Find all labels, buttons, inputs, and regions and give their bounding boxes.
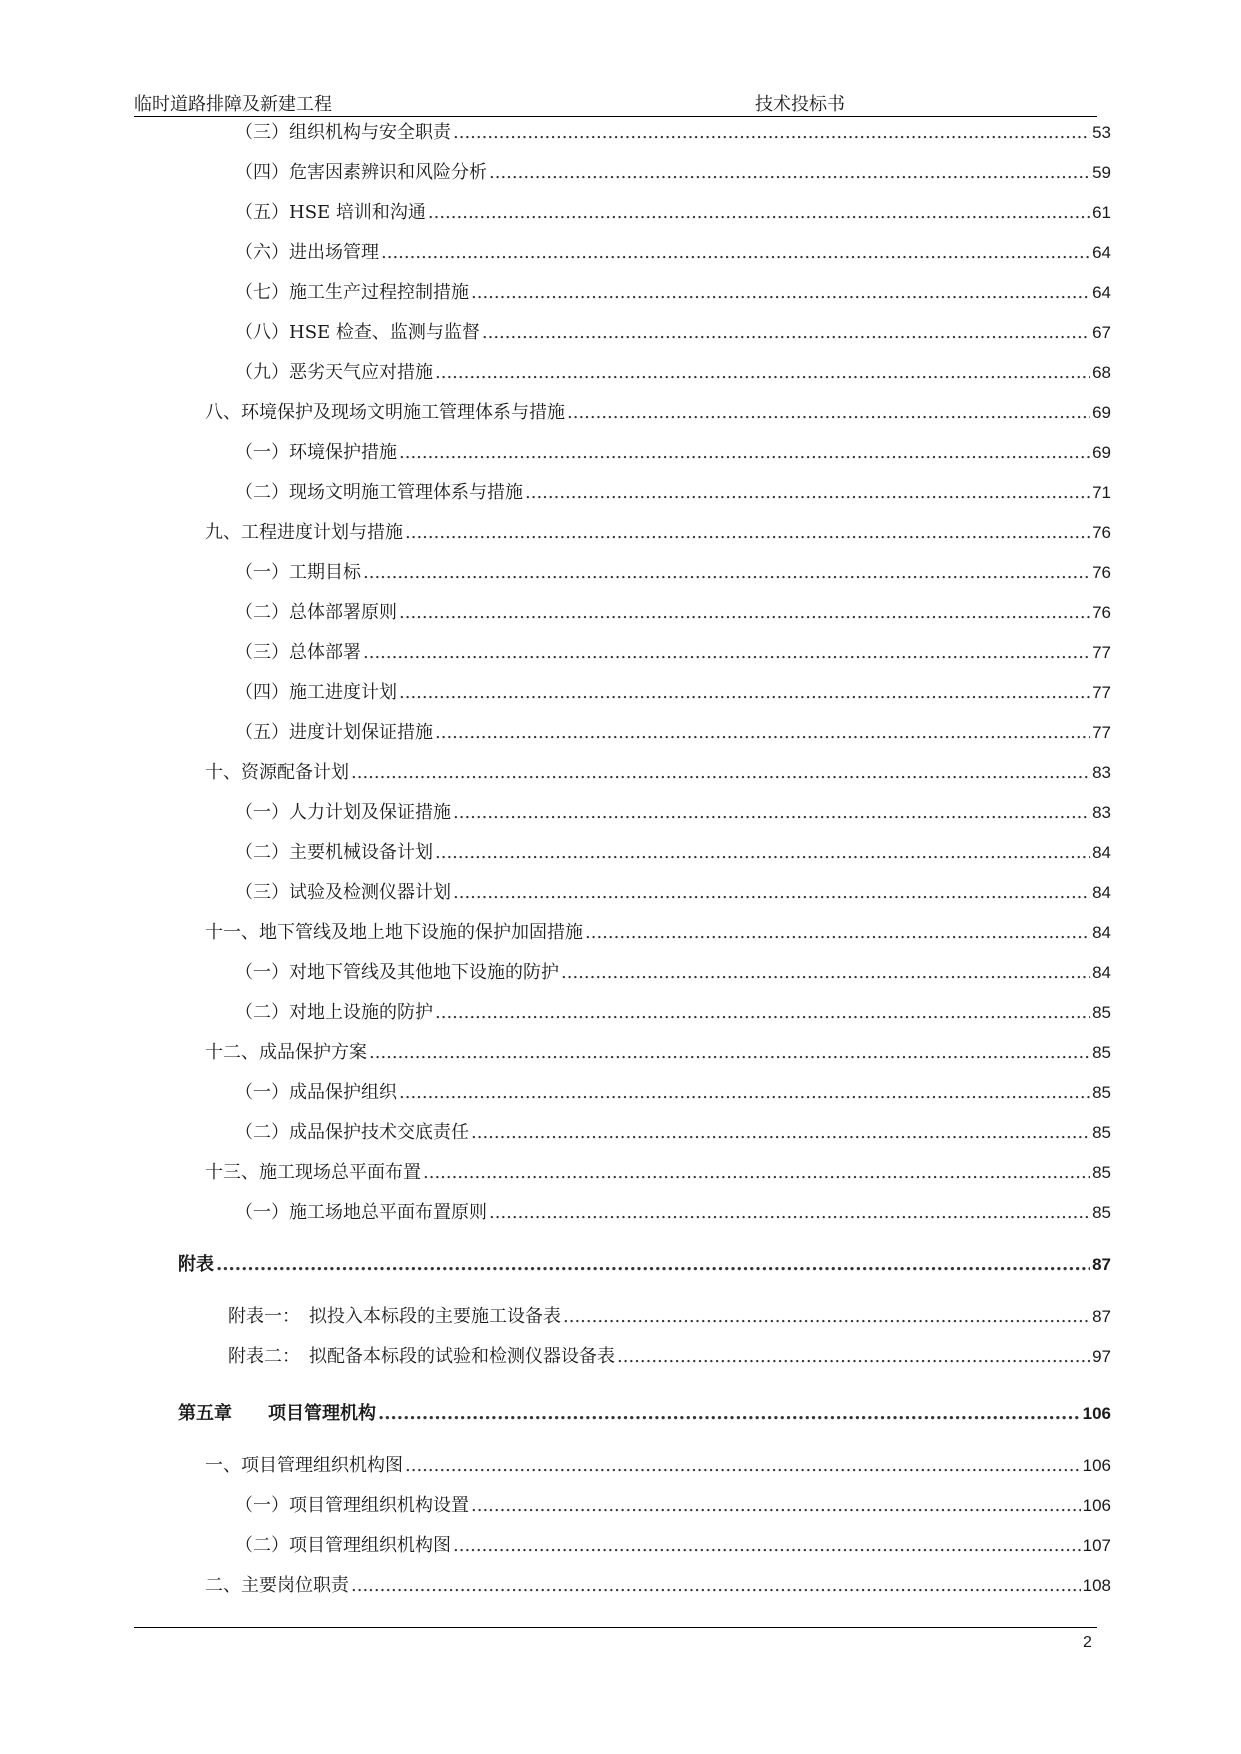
toc-leader-dots	[369, 1042, 1090, 1063]
toc-leader-dots	[563, 1306, 1090, 1327]
toc-entry[interactable]	[205, 1158, 1111, 1186]
toc-entry[interactable]	[235, 118, 1111, 146]
toc-entry-page: 69	[1092, 403, 1111, 422]
toc-entry-label: （二）对地上设施的防护	[235, 1002, 433, 1023]
toc-entry-label: （二）主要机械设备计划	[235, 842, 433, 863]
toc-entry[interactable]	[235, 278, 1111, 306]
toc-leader-dots	[567, 402, 1090, 423]
toc-leader-dots	[351, 762, 1090, 783]
toc-entry-label: （四）施工进度计划	[235, 682, 397, 703]
toc-entry-label: 附表	[178, 1254, 214, 1275]
header-project-title: 临时道路排障及新建工程	[134, 94, 332, 115]
toc-leader-dots	[435, 722, 1090, 743]
toc-entry-page: 76	[1092, 603, 1111, 622]
toc-entry-label: （二）总体部署原则	[235, 602, 397, 623]
toc-entry-page: 84	[1092, 843, 1111, 862]
toc-entry[interactable]	[235, 558, 1111, 586]
toc-leader-dots	[489, 1202, 1090, 1223]
toc-leader-dots	[423, 1162, 1090, 1183]
toc-entry-label: （五）进度计划保证措施	[235, 722, 433, 743]
toc-entry-page: 85	[1092, 1163, 1111, 1182]
toc-entry-label: （六）进出场管理	[235, 242, 379, 263]
toc-entry-label: 二、主要岗位职责	[205, 1575, 349, 1596]
toc-entry-label: （三）总体部署	[235, 642, 361, 663]
toc-leader-dots	[351, 1575, 1081, 1596]
toc-entry[interactable]	[235, 358, 1111, 386]
toc-entry-chapter[interactable]	[178, 1399, 1111, 1427]
toc-leader-dots	[405, 522, 1090, 543]
toc-entry[interactable]	[235, 838, 1111, 866]
toc-entry-page: 77	[1092, 723, 1111, 742]
toc-leader-dots	[471, 1495, 1081, 1516]
page-number: 2	[1083, 1634, 1092, 1651]
toc-leader-dots	[363, 642, 1090, 663]
toc-leader-dots	[378, 1403, 1081, 1424]
toc-leader-dots	[435, 1002, 1090, 1023]
toc-entry[interactable]	[205, 918, 1111, 946]
toc-entry-label: 十二、成品保护方案	[205, 1042, 367, 1063]
toc-entry[interactable]	[235, 1078, 1111, 1106]
toc-entry-page: 85	[1092, 1203, 1111, 1222]
toc-entry[interactable]	[228, 1342, 1111, 1370]
toc-entry[interactable]	[235, 718, 1111, 746]
toc-entry-label: 附表二： 拟配备本标段的试验和检测仪器设备表	[228, 1346, 615, 1367]
toc-leader-dots	[399, 1082, 1090, 1103]
toc-entry-page: 106	[1082, 1496, 1111, 1515]
toc-entry-page: 87	[1092, 1307, 1111, 1326]
toc-entry-page: 59	[1092, 163, 1111, 182]
toc-entry-label: （一）工期目标	[235, 562, 361, 583]
toc-leader-dots	[435, 842, 1090, 863]
toc-entry-page: 68	[1092, 363, 1111, 382]
toc-entry-appendix[interactable]	[178, 1250, 1111, 1278]
toc-entry-page: 69	[1092, 443, 1111, 462]
toc-entry-label: 第五章 项目管理机构	[178, 1403, 376, 1424]
toc-entry-page: 108	[1082, 1576, 1111, 1595]
toc-entry-label: （五）HSE 培训和沟通	[235, 202, 426, 223]
toc-entry-page: 64	[1092, 283, 1111, 302]
footer-divider	[134, 1627, 1097, 1628]
toc-entry-label: 八、环境保护及现场文明施工管理体系与措施	[205, 402, 565, 423]
toc-leader-dots	[561, 962, 1090, 983]
toc-entry-page: 107	[1082, 1536, 1111, 1555]
toc-leader-dots	[471, 1122, 1090, 1143]
toc-entry[interactable]	[205, 518, 1111, 546]
toc-leader-dots	[482, 322, 1090, 343]
toc-leader-dots	[399, 442, 1090, 463]
toc-entry-page: 76	[1092, 523, 1111, 542]
toc-entry-page: 85	[1092, 1083, 1111, 1102]
toc-entry-page: 84	[1092, 963, 1111, 982]
toc-entry[interactable]	[235, 1531, 1111, 1559]
toc-entry[interactable]	[235, 638, 1111, 666]
toc-entry-label: （二）成品保护技术交底责任	[235, 1122, 469, 1143]
toc-leader-dots	[428, 202, 1090, 223]
toc-entry[interactable]	[235, 598, 1111, 626]
toc-entry[interactable]	[205, 1571, 1111, 1599]
toc-entry[interactable]	[235, 998, 1111, 1026]
toc-entry[interactable]	[235, 678, 1111, 706]
toc-entry[interactable]	[235, 958, 1111, 986]
toc-entry-page: 84	[1092, 923, 1111, 942]
toc-entry[interactable]	[205, 1038, 1111, 1066]
toc-leader-dots	[525, 482, 1090, 503]
toc-leader-dots	[381, 242, 1090, 263]
toc-entry-label: （一）对地下管线及其他地下设施的防护	[235, 962, 559, 983]
toc-entry-label: （九）恶劣天气应对措施	[235, 362, 433, 383]
toc-entry-label: 九、工程进度计划与措施	[205, 522, 403, 543]
toc-entry[interactable]	[235, 798, 1111, 826]
toc-entry-label: （八）HSE 检查、监测与监督	[235, 322, 480, 343]
toc-entry-label: （一）成品保护组织	[235, 1082, 397, 1103]
toc-entry-page: 77	[1092, 643, 1111, 662]
toc-entry-page: 61	[1092, 203, 1111, 222]
toc-entry[interactable]	[235, 878, 1111, 906]
toc-entry[interactable]	[235, 438, 1111, 466]
toc-entry-page: 53	[1092, 123, 1111, 142]
toc-entry-label: （二）现场文明施工管理体系与措施	[235, 482, 523, 503]
toc-entry[interactable]	[235, 158, 1111, 186]
toc-entry-page: 85	[1092, 1123, 1111, 1142]
toc-entry[interactable]	[205, 1451, 1111, 1479]
toc-entry-label: 十三、施工现场总平面布置	[205, 1162, 421, 1183]
toc-entry-label: 十、资源配备计划	[205, 762, 349, 783]
toc-entry-label: （一）人力计划及保证措施	[235, 802, 451, 823]
toc-entry-page: 87	[1092, 1255, 1111, 1274]
toc-entry-label: 一、项目管理组织机构图	[205, 1455, 403, 1476]
toc-entry-page: 85	[1092, 1043, 1111, 1062]
toc-entry-label: 附表一： 拟投入本标段的主要施工设备表	[228, 1306, 561, 1327]
toc-leader-dots	[453, 882, 1090, 903]
header-document-type: 技术投标书	[755, 94, 845, 115]
toc-leader-dots	[363, 562, 1090, 583]
toc-entry[interactable]	[235, 238, 1111, 266]
toc-leader-dots	[585, 922, 1090, 943]
toc-leader-dots	[489, 162, 1090, 183]
toc-entry[interactable]	[228, 1302, 1111, 1330]
toc-leader-dots	[399, 682, 1090, 703]
toc-leader-dots	[471, 282, 1090, 303]
toc-entry-page: 84	[1092, 883, 1111, 902]
toc-entry-label: 十一、地下管线及地上地下设施的保护加固措施	[205, 922, 583, 943]
toc-entry-page: 64	[1092, 243, 1111, 262]
toc-entry-label: （一）项目管理组织机构设置	[235, 1495, 469, 1516]
toc-leader-dots	[453, 802, 1090, 823]
toc-entry-page: 83	[1092, 763, 1111, 782]
toc-leader-dots	[405, 1455, 1081, 1476]
toc-entry-page: 67	[1092, 323, 1111, 342]
toc-entry-page: 77	[1092, 683, 1111, 702]
toc-entry-label: （一）施工场地总平面布置原则	[235, 1202, 487, 1223]
toc-leader-dots	[453, 122, 1090, 143]
toc-entry-page: 106	[1082, 1404, 1111, 1423]
toc-leader-dots	[399, 602, 1090, 623]
toc-entry[interactable]	[235, 198, 1111, 226]
toc-entry[interactable]	[235, 1198, 1111, 1226]
toc-entry-label: （三）组织机构与安全职责	[235, 122, 451, 143]
toc-entry-page: 106	[1082, 1456, 1111, 1475]
toc-entry-page: 83	[1092, 803, 1111, 822]
toc-leader-dots	[216, 1254, 1090, 1275]
toc-entry[interactable]	[205, 398, 1111, 426]
toc-entry-label: （二）项目管理组织机构图	[235, 1535, 451, 1556]
toc-leader-dots	[453, 1535, 1081, 1556]
toc-entry-page: 97	[1092, 1347, 1111, 1366]
toc-entry-label: （一）环境保护措施	[235, 442, 397, 463]
toc-leader-dots	[617, 1346, 1090, 1367]
toc-entry[interactable]	[235, 478, 1111, 506]
toc-entry-page: 85	[1092, 1003, 1111, 1022]
toc-entry-page: 71	[1092, 483, 1111, 502]
toc-entry-label: （三）试验及检测仪器计划	[235, 882, 451, 903]
toc-entry-label: （四）危害因素辨识和风险分析	[235, 162, 487, 183]
toc-entry-page: 76	[1092, 563, 1111, 582]
toc-entry[interactable]	[205, 758, 1111, 786]
toc-leader-dots	[435, 362, 1090, 383]
toc-entry[interactable]	[235, 318, 1111, 346]
page-header	[134, 90, 1097, 117]
toc-entry-label: （七）施工生产过程控制措施	[235, 282, 469, 303]
toc-entry[interactable]	[235, 1491, 1111, 1519]
toc-entry[interactable]	[235, 1118, 1111, 1146]
